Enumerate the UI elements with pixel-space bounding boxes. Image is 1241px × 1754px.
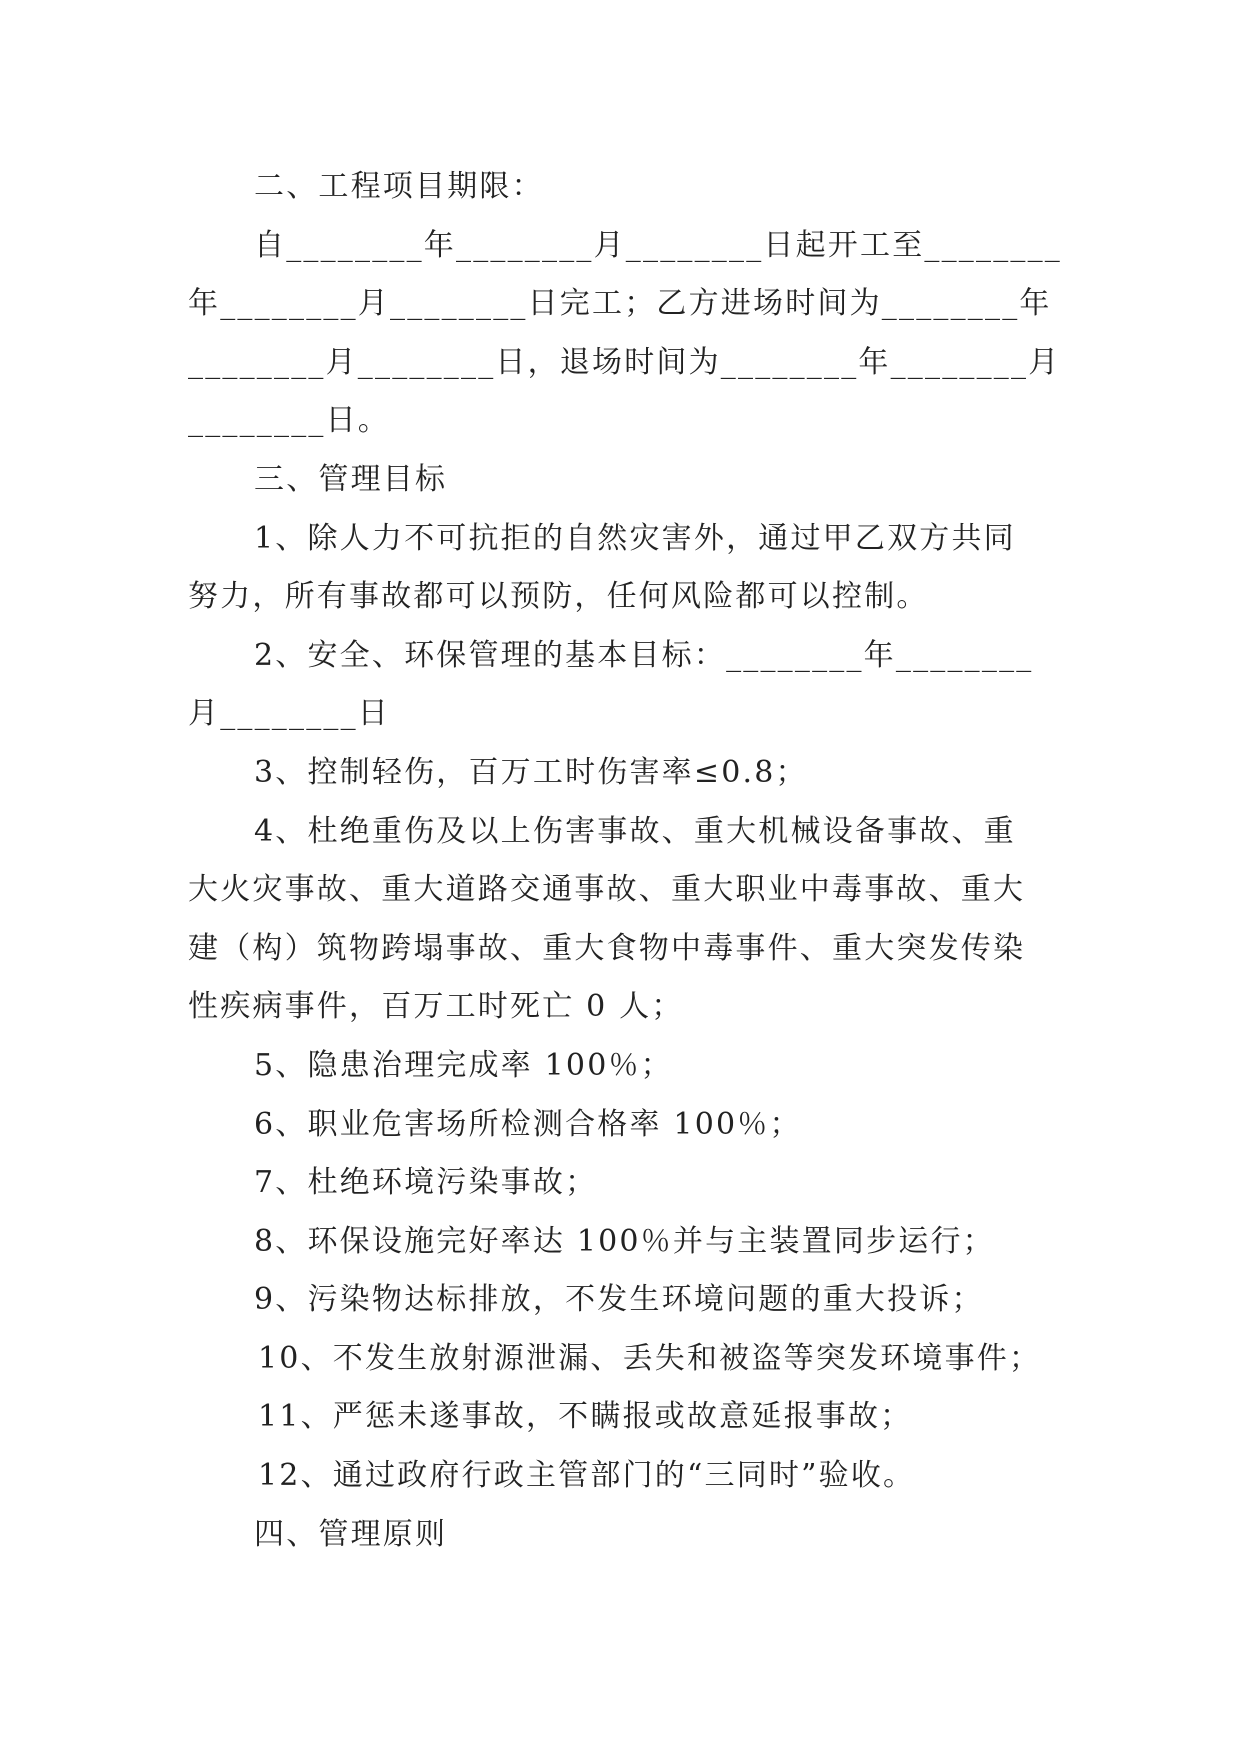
list-item-12: 12、通过政府行政主管部门的“三同时”验收。 bbox=[258, 1458, 916, 1494]
document-body bbox=[188, 158, 1062, 1564]
section-heading-project-period: 二、工程项目期限： bbox=[254, 169, 544, 204]
list-item-1-continued: 努力，所有事故都可以预防，任何风险都可以控制。 bbox=[188, 579, 929, 615]
section-heading-management-goals: 三、管理目标 bbox=[254, 461, 448, 497]
list-item-4-continued: 建（构）筑物跨塌事故、重大食物中毒事件、重大突发传染 bbox=[188, 930, 1026, 966]
list-item-4-continued: 性疾病事件，百万工时死亡 0 人； bbox=[188, 989, 684, 1025]
paragraph-line: 自________年________月________日起开工至________ bbox=[254, 227, 1062, 263]
list-item-6: 6、职业危害场所检测合格率 100％； bbox=[254, 1106, 802, 1142]
list-item-4-continued: 大火灾事故、重大道路交通事故、重大职业中毒事故、重大 bbox=[188, 872, 1026, 908]
list-item-7: 7、杜绝环境污染事故； bbox=[254, 1165, 598, 1201]
list-item-3: 3、控制轻伤，百万工时伤害率≤0.8； bbox=[254, 754, 808, 790]
list-item-10: 10、不发生放射源泄漏、丢失和被盗等突发环境事件； bbox=[258, 1340, 1042, 1376]
list-item-11: 11、严惩未遂事故，不瞒报或故意延报事故； bbox=[258, 1399, 913, 1435]
list-item-8: 8、环保设施完好率达 100％并与主装置同步运行； bbox=[254, 1223, 995, 1259]
paragraph-line: ________日。 bbox=[188, 403, 390, 439]
list-item-9: 9、污染物达标排放，不发生环境问题的重大投诉； bbox=[254, 1282, 984, 1318]
list-item-2: 2、安全、环保管理的基本目标：________年________ bbox=[254, 637, 1034, 673]
list-item-2-continued: 月________日 bbox=[188, 696, 390, 732]
section-heading-management-principles: 四、管理原则 bbox=[254, 1516, 448, 1552]
paragraph-line: ________月________日，退场时间为________年________月 bbox=[188, 344, 1061, 380]
paragraph-line: 年________月________日完工；乙方进场时间为________年 bbox=[188, 286, 1052, 322]
list-item-5: 5、隐患治理完成率 100％； bbox=[254, 1047, 673, 1083]
list-item-4: 4、杜绝重伤及以上伤害事故、重大机械设备事故、重 bbox=[254, 813, 1016, 849]
list-item-1: 1、除人力不可抗拒的自然灾害外，通过甲乙双方共同 bbox=[254, 520, 1016, 556]
